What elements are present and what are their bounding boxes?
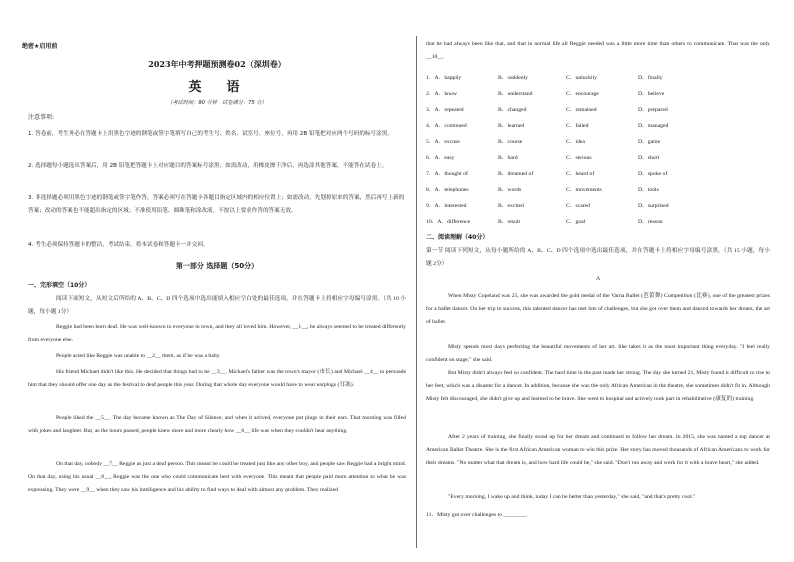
cloze-paragraph: People liked the __5__. The day became known as The Day of Silence, and when it arrived, everyone put plugs in their ears. That morning was filled with jokes and laughter. But, as the hours passed, people knew more and more clearly how __6__ life was when they couldn't hear anything. xyxy=(28,415,406,434)
option-d: D．tools xyxy=(638,187,659,193)
option-row xyxy=(426,88,770,100)
option-d: D．short xyxy=(638,155,660,161)
option-d: D．spoke of xyxy=(638,171,668,177)
option-a: 4．A．continued xyxy=(426,123,467,129)
cloze-paragraph: On that day, nobody __7__ Reggie as just a deaf person. This meant he could be treated just like any other boy, and people saw Reggie had a bright mind. On that day, using his usual __8__, Reggie was the one who could communicate best with everyone. This meant that people paid more attention to what he was expressing. They were __9__ when they saw his intelligence and his ability to find ways to deal with almost any problem. They realized xyxy=(28,461,406,493)
option-b: B．excited xyxy=(498,203,524,209)
option-a: 3．A．repeated xyxy=(426,107,464,113)
option-b: B．changed xyxy=(498,107,527,113)
passage-paragraph: Misty spends most days perfecting the beautiful movements of her art. She takes it as the most important thing everyday. "I feel really confident on stage," she said. xyxy=(426,344,770,363)
option-row xyxy=(426,168,770,180)
option-c: C．serious xyxy=(566,155,592,161)
option-b: B．understand xyxy=(498,91,533,97)
passage-paragraph: After 2 years of training, she finally stood up for her dream and continued to follow her dream. In 2015, she was named a top dancer at American Ballet Theatre. She is the first African American woman to win this prize. Her story has moved thousands of African Americans to work for their dreams. "No matter what that dream is, and how hard life could be," she said. "Don't run away and work for it with a brave heart," she added. xyxy=(426,434,770,466)
secret-mark: 绝密★启用前 xyxy=(22,43,58,50)
option-a: 5．A．excuse xyxy=(426,139,460,145)
note-item-2: 2. 选择题每小题选出答案后，用 2B 铅笔把答题卡上对应题目的答案标号涂黑；如需改动，用橡皮擦干净后，再选涂其他答案。不能答在试卷上。 xyxy=(28,163,388,169)
note-item-3: 3. 非选择题必须用黑色字迹的钢笔或签字笔作答，答案必须写在答题卡各题目指定区域内的相应位置上；如需改动，先划掉原来的答案，然后再写上新的答案；改动的答案也不能超出指定的区域；不准使用铅笔、圆珠笔和涂改液。不按以上要求作答的答案无效。 xyxy=(28,195,405,214)
option-b: B．learned xyxy=(498,123,525,129)
option-d: D．believe xyxy=(638,91,665,97)
exam-title: 2023年中考押题预测卷02（深圳卷） xyxy=(148,59,286,69)
passage-paragraph: "Every morning, I wake up and think, today I can be better than yesterday," she said, "and that's pretty cool." xyxy=(448,494,696,500)
part1-title: 第一部分 选择题（50分） xyxy=(175,262,259,270)
note-item-4: 4. 考生必须保持答题卡的整洁，考试结束，将本试卷和答题卡一并交回。 xyxy=(28,242,209,248)
option-c: C．goal xyxy=(566,219,586,225)
passage-paragraph: When Misty Copeland was 25, she was awarded the gold medal of the Varna Ballet (芭蕾舞) Competition (比赛), one of the greatest prizes for a ballet dancer. On her trip to success, this talented dancer has met lots of challenges, but she got over them and danced towards her dream, the art of ballet. xyxy=(426,293,770,325)
passage-label: A xyxy=(595,276,601,282)
exam-meta: （考试时间：90 分钟 试卷满分：75 分） xyxy=(167,100,267,106)
cloze-continuation: that he had always been like that, and that in normal life all Reggie needed was a little more time than others to communicate. That was the only __10__. xyxy=(426,41,770,60)
cloze-paragraph: His friend Michael didn't like this. He decided that things had to be __3__. Michael's father was the town's mayor (市长) and Michael __4__ to persuade him that they should offer one day as the festival to deaf people this year. During that whole day everyone would have to wear earplugs (耳塞). xyxy=(28,369,406,388)
reading-instructions: 第一节 阅读下列短文，从每小题所给的 A、B、C、D 四个选项中选出最佳选项，并在答题卡上将相应字母编号涂黑。（共 15 小题，每小题 2分） xyxy=(426,248,770,267)
cloze-paragraph: Reggie had been born deaf. He was well-known to everyone in town, and they all loved him. However, __1__, he always seemed to be treated differently from everyone else. xyxy=(28,324,406,343)
option-a: 1．A．happily xyxy=(426,75,462,81)
option-c: C．movements xyxy=(566,187,602,193)
option-d: D．surprised xyxy=(638,203,669,209)
option-b: B．suddenly xyxy=(498,75,529,81)
option-d: D．finally xyxy=(638,75,663,81)
column-divider xyxy=(416,36,417,548)
option-c: C．heard of xyxy=(566,171,595,177)
option-b: B．result xyxy=(498,219,521,225)
cloze-paragraph: People acted like Reggie was unable to __2__ them, as if he was a baby. xyxy=(56,353,221,359)
passage-paragraph: But Misty didn't always feel so confident. The hard time in the past made her strong. The day she turned 21, Misty found it difficult to rise to her feet, which was a disaster for a dancer. In addition, because she was the only African American in the theatre, she sometimes didn't fit in. Although Misty felt discouraged, she didn't give up and learned to be brave. She went to hospital and actively took part in rehabilitative (康复的) training. xyxy=(426,370,770,402)
option-a: 6．A．easy xyxy=(426,155,455,161)
option-a: 7．A．thought of xyxy=(426,171,468,177)
option-b: B．words xyxy=(498,187,522,193)
option-d: D．game xyxy=(638,139,661,145)
option-a: 2．A．know xyxy=(426,91,457,97)
option-d: D．reason xyxy=(638,219,663,225)
reading-section-title: 二、阅读理解（40分） xyxy=(426,234,489,241)
option-c: C．unluckily xyxy=(566,75,597,81)
option-c: C．idea xyxy=(566,139,585,145)
subject-title: 英 语 xyxy=(188,80,246,95)
option-row xyxy=(426,216,770,228)
option-d: D．prepared xyxy=(638,107,668,113)
option-c: C．encourage xyxy=(566,91,599,97)
option-a: 8．A．telephones xyxy=(426,187,469,193)
option-c: C．failed xyxy=(566,123,589,129)
option-row xyxy=(426,184,770,196)
option-b: B．course xyxy=(498,139,523,145)
option-row xyxy=(426,200,770,212)
option-row xyxy=(426,72,770,84)
note-item-1: 1. 答卷前，考生务必在答题卡上用黑色字迹的钢笔或签字笔填写自己的考生号、姓名、试室号、座位号，再用 2B 铅笔把对应两个号码的标号涂黑。 xyxy=(28,131,393,137)
option-b: B．hard xyxy=(498,155,518,161)
option-row xyxy=(426,120,770,132)
cloze-section-title: 一、完形填空（10分） xyxy=(28,282,91,289)
option-a: 10．A．difference xyxy=(426,219,471,225)
question-11: 11．Misty got over challenges to ________. xyxy=(426,512,528,518)
option-c: C．remained xyxy=(566,107,597,113)
option-row xyxy=(426,152,770,164)
cloze-instructions: 阅读下面短文，从短文后所给的 A、B、C、D 四个选项中选出能填入相应空白处的最佳选项，并在答题卡上将相应字母编号涂黑。（共 10 小题，每小题 1分） xyxy=(28,296,406,315)
option-row xyxy=(426,136,770,148)
notes-label: 注意事项: xyxy=(28,114,55,121)
option-b: B．dreamed of xyxy=(498,171,534,177)
option-row xyxy=(426,104,770,116)
option-a: 9．A．interested xyxy=(426,203,467,209)
option-c: C．scared xyxy=(566,203,591,209)
option-d: D．managed xyxy=(638,123,669,129)
